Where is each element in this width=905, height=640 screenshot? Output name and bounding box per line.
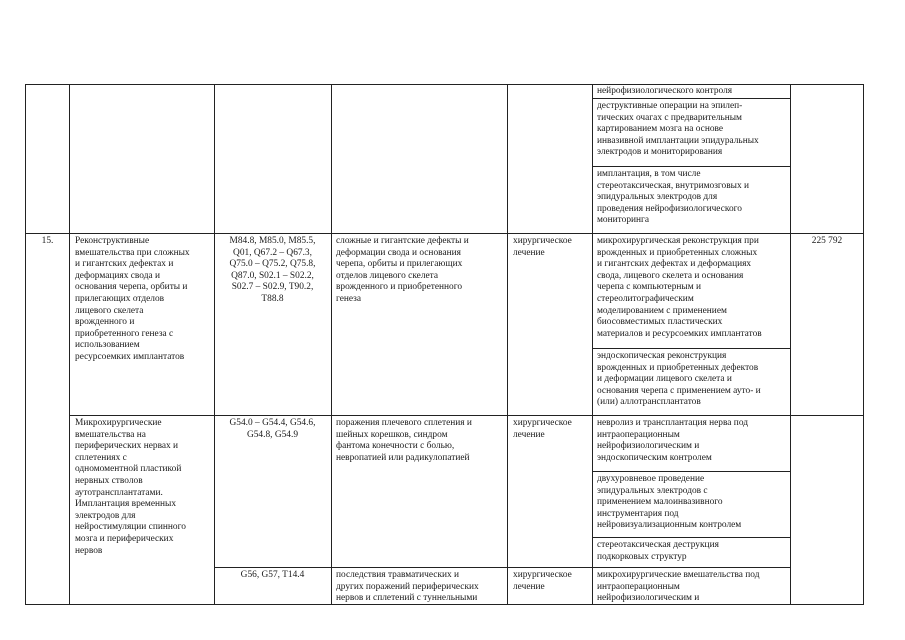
row-15-patient-model: сложные и гигантские дефекты и деформации свода и основания черепа, орбиты и прилегающих отделов лицевого скелета врожденного и приобретенного генеза <box>336 236 469 304</box>
proc-sep-5 <box>592 537 791 538</box>
col-line-6 <box>790 84 791 605</box>
row-separator-15 <box>25 233 864 234</box>
proc-sep-3 <box>592 348 791 349</box>
micro-a-procedure-2: двухуровневое проведение эпидуральных электродов с применением малоинвазивного инструментария под нейровизуализационным контролем <box>597 474 742 531</box>
row-15-codes: M84.8, M85.0, M85.5, Q01, Q67.2 – Q67.3, Q75.0 – Q75.2, Q75.8, Q87.0, S02.1 – S02.2, S02.7 – S02.9, T90.2, T88.8 <box>229 236 316 304</box>
col-line-4 <box>507 84 508 605</box>
col-line-7 <box>863 84 864 605</box>
micro-b-patient-model: последствия травматических и других поражений периферических нервов и сплетений с туннельными <box>336 570 479 604</box>
subrow-separator <box>214 567 791 568</box>
row-15-procedure-2: эндоскопическая реконструкция врожденных и приобретенных дефектов и деформации лицевого скелета и основания черепа с применением ауто- и (или) аллотрансплантатов <box>597 351 761 408</box>
col-line-2 <box>214 84 215 605</box>
micro-b-codes: G56, G57, T14.4 <box>240 570 305 580</box>
col-line-0 <box>25 84 26 605</box>
col-line-1 <box>69 84 70 605</box>
micro-name: Микрохирургические вмешательства на периферических нервах и сплетениях с одномоментной пластикой нервных стволов аутотрансплантатами. Имплантация временных электродов для нейростимуляции спинного мозга и периферических нервов <box>75 418 186 556</box>
row-15-procedure-1: микрохирургическая реконструкция при врожденных и приобретенных сложных и гигантских дефектах и деформациях свода, лицевого скелета и основания черепа с компьютерным и стереолитографическим моделированием с применением биосовместимых пластических материалов и ресурсоемких имплантатов <box>597 236 762 339</box>
proc-sep-1 <box>592 98 791 99</box>
top-procedure-1: нейрофизиологического контроля <box>597 86 733 96</box>
micro-a-procedure-3: стереотаксическая деструкция подкорковых структур <box>597 540 719 562</box>
micro-a-treatment: хирургическое лечение <box>513 418 572 440</box>
table-top-border <box>25 84 864 85</box>
micro-a-patient-model: поражения плечевого сплетения и шейных корешков, синдром фантома конечности с болью, невропатией или радикулопатией <box>336 418 472 463</box>
row-15-name: Реконструктивные вмешательства при сложных и гигантских дефектах и деформациях свода и основания черепа, орбиты и прилегающих отделов лицевого скелета врожденного и приобретенного генеза с использованием ресурсоемких имплантатов <box>75 236 190 362</box>
row-number: 15. <box>41 236 54 246</box>
row-separator-micro <box>69 415 864 416</box>
row-15-treatment: хирургическое лечение <box>513 236 572 258</box>
top-procedure-2: деструктивные операции на эпилеп- тических очагах с предварительным картированием мозга на основе инвазивной имплантации эпидуральных электродов и мониторирования <box>597 101 759 158</box>
top-procedure-3: имплантация, в том числе стереотаксическая, внутримозговых и эпидуральных электродов для проведения нейрофизиологического мониторинга <box>597 169 749 226</box>
row-15-cost: 225 792 <box>811 236 843 246</box>
proc-sep-2 <box>592 166 791 167</box>
micro-a-codes: G54.0 – G54.4, G54.6, G54.8, G54.9 <box>229 418 316 440</box>
col-line-3 <box>331 84 332 605</box>
col-line-5 <box>592 84 593 605</box>
micro-b-treatment: хирургическое лечение <box>513 570 572 592</box>
micro-a-procedure-1: невролиз и трансплантация нерва под интраоперационным нейрофизиологическим и эндоскопическим контролем <box>597 418 749 463</box>
micro-b-procedure-1: микрохирургические вмешательства под интраоперационным нейрофизиологическим и <box>597 570 760 604</box>
proc-sep-4 <box>592 471 791 472</box>
